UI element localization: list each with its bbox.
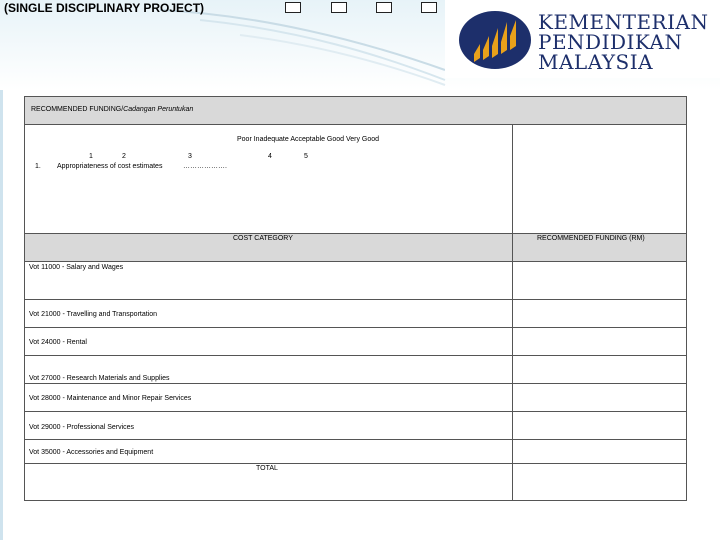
total-label: TOTAL: [256, 465, 278, 472]
cost-row-29000: [25, 412, 687, 440]
cost-category-header: COST CATEGORY: [233, 235, 293, 242]
funding-input-cell[interactable]: [513, 356, 687, 384]
cost-label: Vot 35000 - Accessories and Equipment: [29, 449, 154, 456]
rating-number-4: 4: [268, 153, 272, 160]
recommended-header-cell: [513, 234, 687, 262]
checkbox-1[interactable]: [285, 2, 301, 13]
logo-line-1: KEMENTERIAN: [538, 10, 709, 34]
ministry-name: [538, 12, 708, 72]
criterion-blank[interactable]: ……………….: [183, 163, 227, 170]
criterion-label: Appropriateness of cost estimates: [57, 163, 163, 170]
funding-input-cell[interactable]: [513, 412, 687, 440]
rating-scale: Poor Inadequate Acceptable Good Very Good: [237, 136, 380, 143]
cost-row-27000: [25, 356, 687, 384]
rating-number-5: 5: [304, 153, 308, 160]
cost-label-cell: [25, 384, 513, 412]
total-input-cell[interactable]: [513, 464, 687, 501]
total-label-cell: [25, 464, 513, 501]
rating-number-1: 1: [89, 153, 93, 160]
section-label-text: RECOMMENDED FUNDING/: [31, 106, 124, 113]
cost-label: Vot 29000 - Professional Services: [29, 424, 135, 431]
cost-label-cell: [25, 356, 513, 384]
ministry-logo: [445, 0, 720, 78]
cost-label-cell: [25, 300, 513, 328]
total-row: [25, 464, 687, 501]
logo-line-3: MALAYSIA: [538, 50, 654, 74]
rating-row: [25, 125, 687, 234]
cost-label: Vot 28000 - Maintenance and Minor Repair Services: [29, 395, 192, 402]
cost-category-header-cell: [25, 234, 513, 262]
funding-input-cell[interactable]: [513, 440, 687, 464]
cost-label-cell: [25, 328, 513, 356]
logo-line-2: PENDIDIKAN: [538, 30, 683, 54]
left-rule: [0, 90, 3, 540]
cost-row-24000: [25, 328, 687, 356]
ministry-emblem-icon: [458, 10, 532, 70]
recommended-funding-header: RECOMMENDED FUNDING (RM): [537, 235, 645, 242]
funding-input-cell[interactable]: [513, 300, 687, 328]
section-label-italic: Cadangan Peruntukan: [123, 106, 194, 113]
cost-label: Vot 27000 - Research Materials and Supplies: [29, 375, 170, 382]
cost-row-11000: [25, 262, 687, 300]
cost-label: Vot 11000 - Salary and Wages: [29, 264, 124, 271]
page-title: (SINGLE DISCIPLINARY PROJECT): [4, 1, 205, 15]
cost-header-row: [25, 234, 687, 262]
rating-number-3: 3: [188, 153, 192, 160]
criterion-number: 1.: [35, 163, 41, 170]
cost-row-35000: [25, 440, 687, 464]
checkbox-4[interactable]: [421, 2, 437, 13]
cost-label-cell: [25, 262, 513, 300]
funding-input-cell[interactable]: [513, 262, 687, 300]
section-header-row: [25, 97, 687, 125]
cost-label: Vot 21000 - Travelling and Transportation: [29, 311, 158, 318]
rating-blank-cell[interactable]: [513, 125, 687, 234]
funding-form-table: [24, 96, 687, 501]
cost-label-cell: [25, 440, 513, 464]
section-label: [31, 106, 193, 113]
checkbox-3[interactable]: [376, 2, 392, 13]
rating-cell[interactable]: [25, 125, 513, 234]
funding-input-cell[interactable]: [513, 328, 687, 356]
cost-label: Vot 24000 - Rental: [29, 339, 87, 346]
funding-input-cell[interactable]: [513, 384, 687, 412]
rating-number-2: 2: [122, 153, 126, 160]
cost-row-28000: [25, 384, 687, 412]
cost-label-cell: [25, 412, 513, 440]
cost-row-21000: [25, 300, 687, 328]
section-header-cell: [25, 97, 687, 125]
checkbox-2[interactable]: [331, 2, 347, 13]
